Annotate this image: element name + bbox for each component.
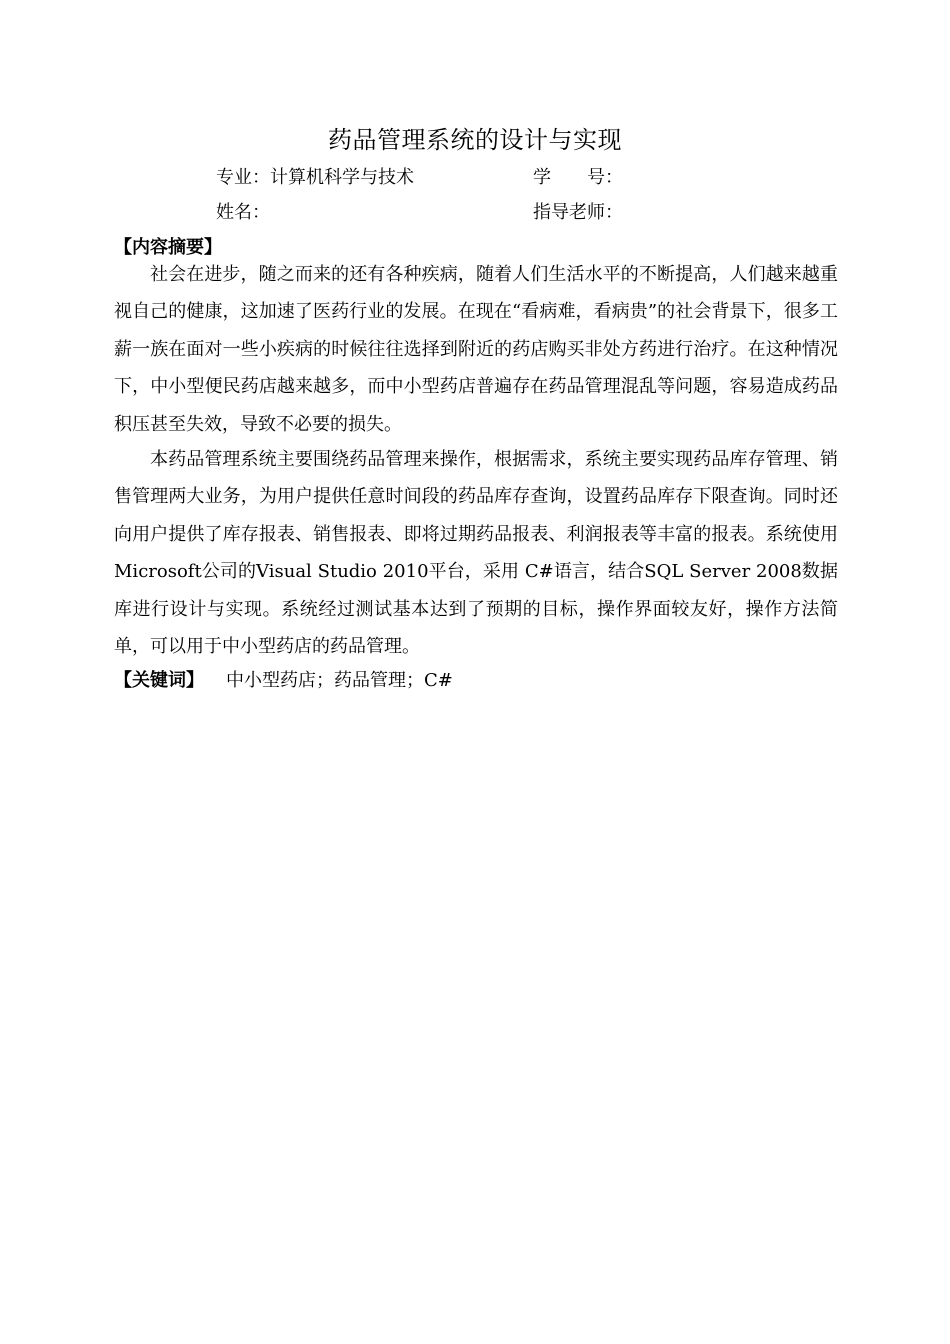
abstract-paragraph-2 — [114, 441, 838, 665]
abstract-paragraph-text: 社会在进步，随之而来的还有各种疾病，随着人们生活水平的不断提高，人们越来越重视自己的健康，这加速了医药行业的发展。在现在“看病难，看病贵”的社会背景下，很多工薪一族在面对一些小疾病的时候往往选择到附近的药店购买非处方药进行治疗。在这种情况下，中小型便民药店越来越多，而中小型药店普遍存在药品管理混乱等问题，容易造成药品积压甚至失效，导致不必要的损失。 — [114, 264, 838, 435]
advisor-field: 指导老师： — [533, 202, 623, 223]
major-field: 专业：计算机科学与技术 — [216, 167, 414, 188]
paper-title: 药品管理系统的设计与实现 — [328, 126, 622, 154]
abstract-paragraph-text: 本药品管理系统主要围绕药品管理来操作，根据需求，系统主要实现药品库存管理、销售管理两大业务，为用户提供任意时间段的药品库存查询，设置药品库存下限查询。同时还向用户提供了库存报表、销售报表、即将过期药品报表、利润报表等丰富的报表。系统使用Microsoft公司的Visual Studio 2010平台，采用 C#语言，结合SQL Server 2008数据库进行设计与实现。系统经过测试基本达到了预期的目标，操作界面较友好，操作方法简单，可以用于中小型药店的药品管理。 — [114, 449, 838, 658]
keywords-label: 【关键词】 — [114, 670, 204, 691]
keywords-text: 中小型药店；药品管理；C# — [226, 670, 453, 691]
abstract-label: 【内容摘要】 — [114, 237, 222, 258]
name-field: 姓名： — [216, 202, 270, 223]
student-id-field: 学 号： — [533, 167, 623, 188]
keywords-line — [114, 667, 453, 695]
abstract-paragraph-1 — [114, 256, 838, 443]
